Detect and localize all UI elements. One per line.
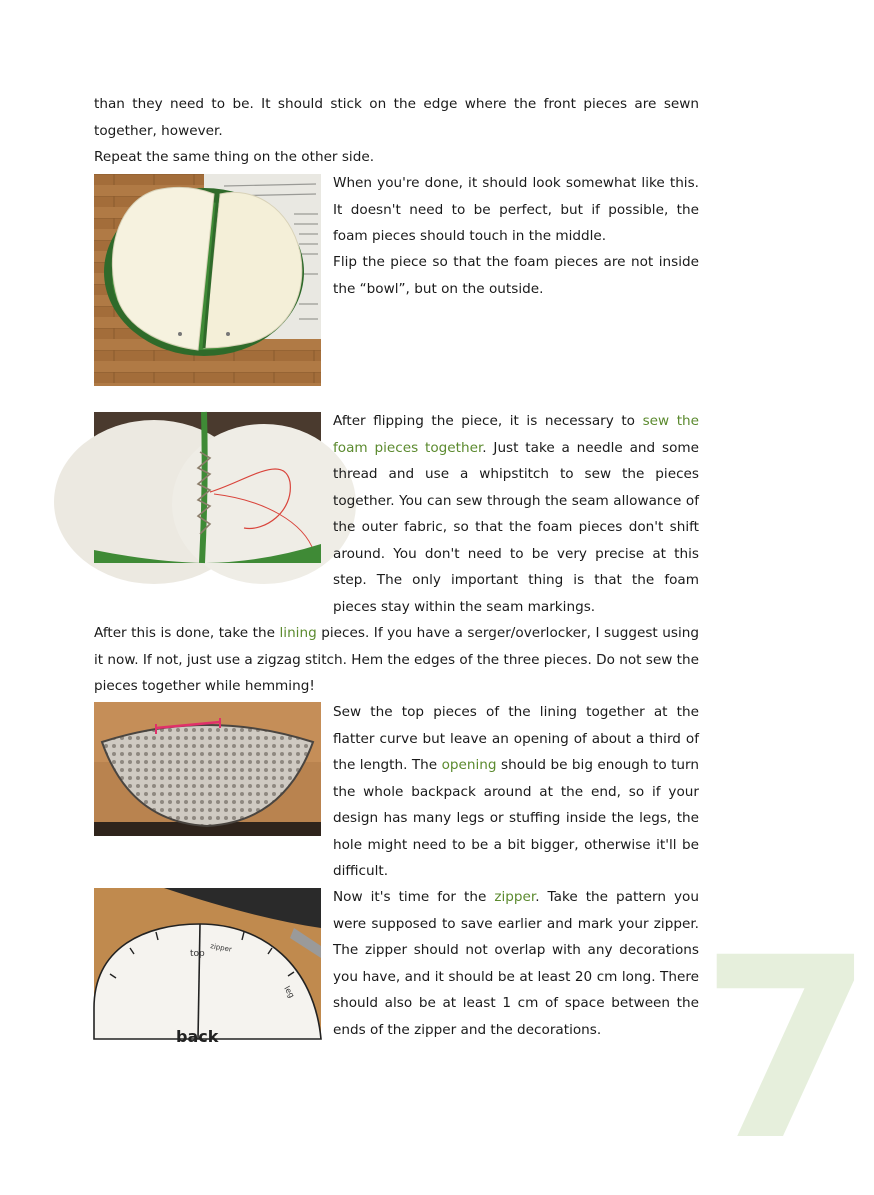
paragraph-sew-foam: [333, 408, 699, 620]
link-opening[interactable]: opening: [441, 757, 497, 773]
paragraph-zipper-before: Now it's time for the: [333, 889, 495, 905]
paragraph-sew-foam-after: . Just take a needle and some thread and use a whipstitch to sew the pieces together. You can sew through the seam allowance of the outer fabric, so that the foam pieces don't shift around. You don't need to be very precise at this step. The only important thing is that the foam pieces stay within the seam markings.: [333, 439, 700, 615]
paragraph-result: When you're done, it should look somewhat like this. It doesn't need to be perfect, but if possible, the foam pieces should touch in the middle.: [333, 175, 699, 244]
pattern-label-zipper: zipper: [209, 942, 233, 954]
link-lining[interactable]: lining: [279, 625, 317, 641]
paragraph-lining-after: pieces. If you have a serger/overlocker, I suggest using it now. If not, just use a zigzag stitch. Hem the edges of the three pieces. Do not sew the pieces together while hemming!: [94, 625, 699, 694]
paragraph-zipper: [333, 884, 699, 1043]
paragraph-repeat: Repeat the same thing on the other side.: [94, 149, 375, 165]
paragraph-intro: than they need to be. It should stick on the edge where the front pieces are sewn together, however.: [94, 96, 699, 139]
pattern-label-leg: leg: [282, 984, 297, 1000]
paragraph-sew-foam-before: After flipping the piece, it is necessary to: [333, 413, 643, 429]
link-zipper[interactable]: zipper: [494, 889, 536, 905]
photo-pattern-marking: [94, 888, 321, 1046]
pattern-label-back: back: [176, 1027, 219, 1046]
paragraph-top-pieces-before: Sew the top pieces of the lining together at the flatter curve but leave an opening of about a third of the length. The: [333, 704, 699, 773]
pattern-label-top: top: [190, 949, 205, 959]
paragraph-top-pieces: [333, 699, 699, 885]
photo-whipstitch-foam: [94, 412, 321, 563]
paragraph-lining-before: After this is done, take the: [94, 625, 280, 641]
paragraph-lining: [94, 620, 699, 700]
photo-lining-piece: [94, 702, 321, 836]
paragraph-top-pieces-after: should be big enough to turn the whole backpack around at the end, so if your design has many legs or stuffing inside the legs, the hole might need to be a bit bigger, otherwise it'll be difficult.: [333, 757, 699, 879]
paragraph-flip: Flip the piece so that the foam pieces are not inside the “bowl”, but on the outside.: [333, 254, 699, 297]
link-sew-foam-pieces[interactable]: sew the foam pieces together: [333, 413, 699, 456]
photo-foam-in-bowl: [94, 174, 321, 386]
paragraph-zipper-after: . Take the pattern you were supposed to save earlier and mark your zipper. The zipper should not overlap with any decorations you have, and it should be at least 20 cm long. There should also be at least 1 cm of space between the ends of the zipper and the decorations.: [333, 889, 699, 1038]
page-number: 7: [700, 904, 874, 1195]
